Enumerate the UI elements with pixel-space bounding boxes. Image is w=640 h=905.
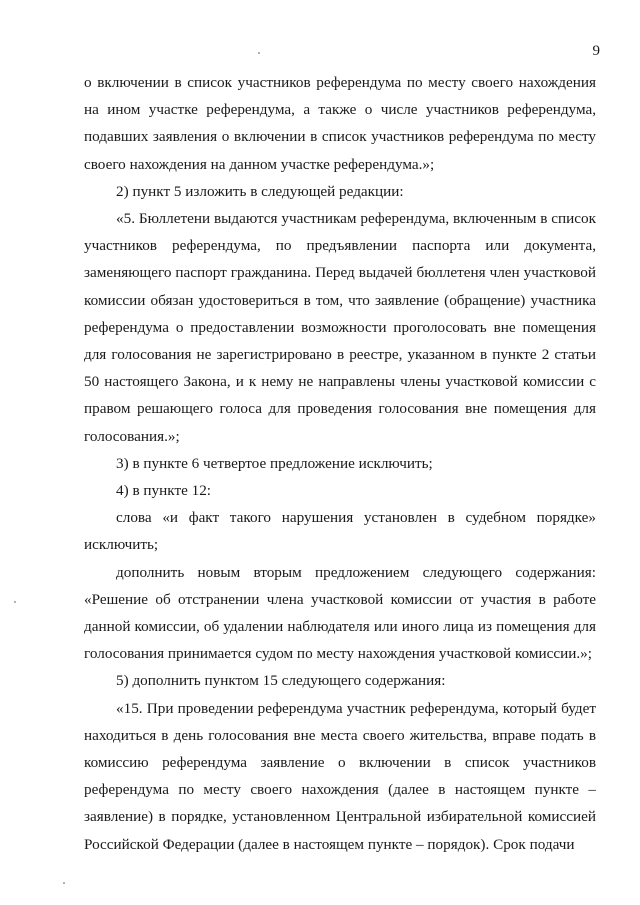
- scan-speck: [63, 882, 65, 884]
- scan-speck: [258, 52, 260, 54]
- paragraph-item-5: 5) дополнить пунктом 15 следующего содержания:: [116, 672, 446, 690]
- paragraph-quoted-point-15: «15. При проведении референдума участник референдума, который будет находиться в день голосования вне места своего жительства, вправе подать в комиссию референдума заявление о включении в список участников референдума по месту своего нахождения (далее в настоящем пункте – заявление) в порядке, установленном Центральной избирательной комиссией Российской Федерации (далее в настоящем пункте – порядок). Срок подачи: [84, 699, 596, 853]
- paragraph-words-exclusion: слова «и факт такого нарушения установлен в судебном порядке» исключить;: [84, 509, 596, 554]
- scan-speck: [14, 601, 16, 603]
- page-number: 9: [592, 43, 600, 59]
- paragraph-quoted-point-5: «5. Бюллетени выдаются участникам референдума, включенным в список участников референдума, по предъявлении паспорта или документа, заменяющего паспорт гражданина. Перед выдачей бюллетеня член участковой комиссии обязан удостовериться в том, что заявление (обращение) участника референдума о предоставлении возможности проголосовать вне помещения для голосования не зарегистрировано в реестре, указанном в пункте 2 статьи 50 настоящего Закона, и к нему не направлены члены участковой комиссии с правом решающего голоса для проведения голосования вне помещения для голосования.»;: [84, 210, 596, 445]
- document-body: [84, 69, 596, 858]
- paragraph-item-2: 2) пункт 5 изложить в следующей редакции:: [116, 182, 404, 200]
- paragraph-new-sentence: дополнить новым вторым предложением следующего содержания: «Решение об отстранении члена участковой комиссии от участия в работе данной комиссии, об удалении наблюдателя или иного лица из помещения для голосования принимается судом по месту нахождения участковой комиссии.»;: [84, 563, 596, 663]
- paragraph-continuation: о включении в список участников референдума по месту своего нахождения на ином участке референдума, а также о числе участников референдума, подавших заявления о включении в список участников референдума по месту своего нахождения на данном участке референдума.»;: [84, 74, 596, 173]
- paragraph-item-4: 4) в пункте 12:: [116, 482, 212, 500]
- paragraph-item-3: 3) в пункте 6 четвертое предложение исключить;: [116, 454, 433, 472]
